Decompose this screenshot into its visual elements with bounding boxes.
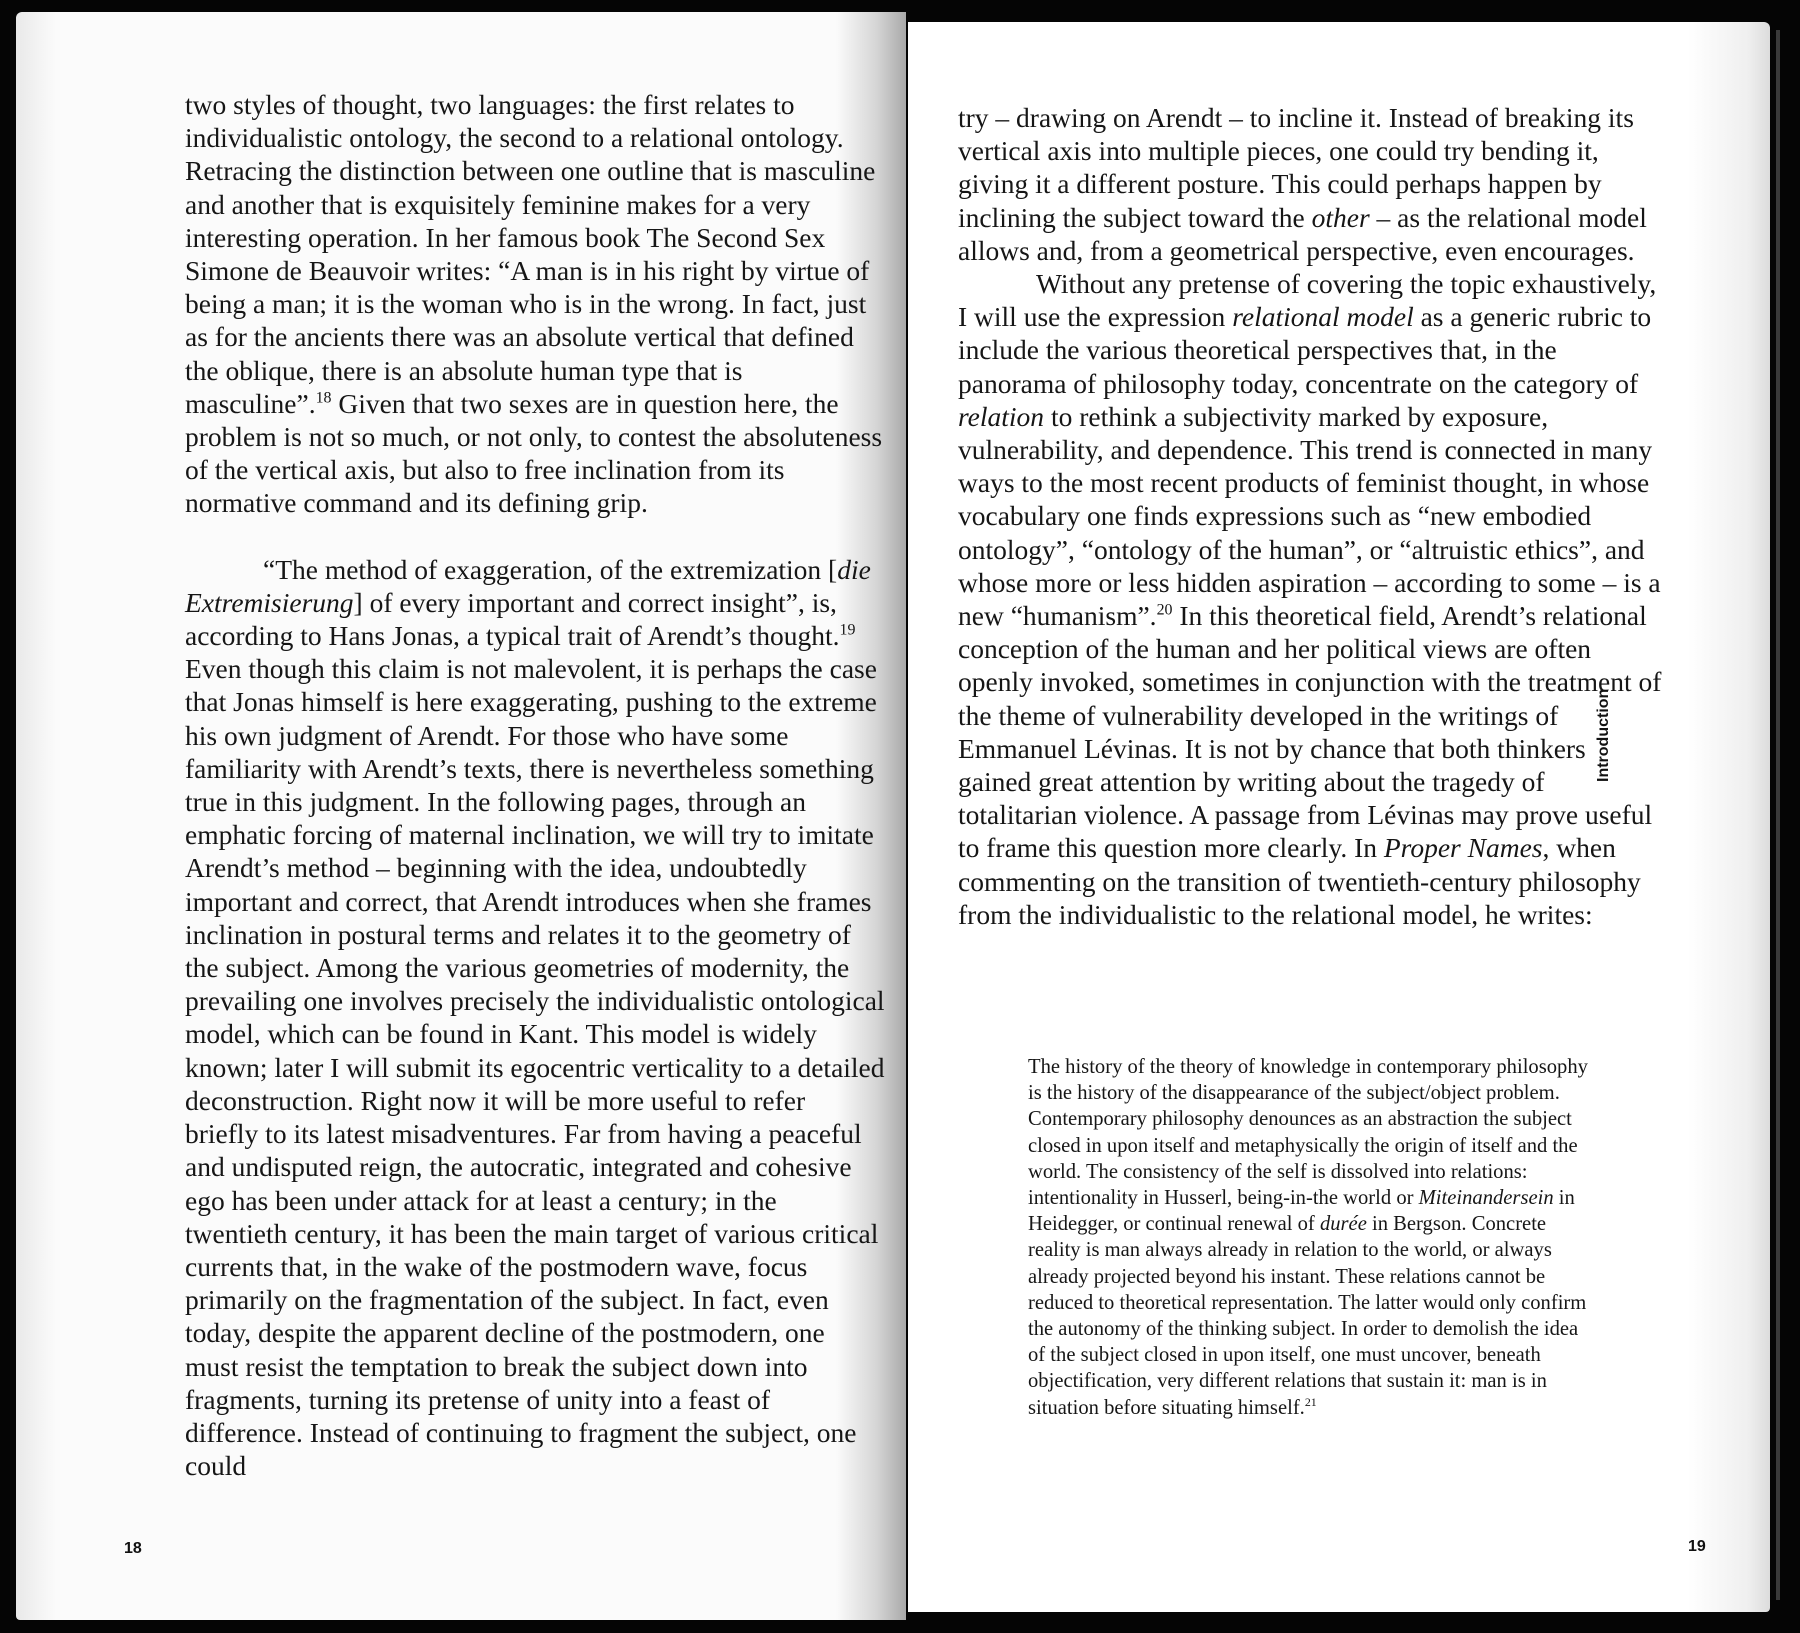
right-body-text (958, 101, 1663, 931)
page-number: 18 (124, 1540, 142, 1557)
italic-text: die Extremisierung (185, 553, 871, 618)
text-run: to rethink a subjectivity marked by exposure, vulnerability, and dependence. This trend is connected in many ways to the most recent products of feminist thought, in whose vocabulary one finds expressions such as “new embodied ontology”, “ontology of the human”, or “altruistic ethics”, and whose more or less hidden aspiration – according to some – is a new “humanism”. (958, 400, 1661, 632)
text-run: as a generic rubric to include the various theoretical perspectives that, in the panorama of philosophy today, concentrate on the category of (958, 301, 1652, 399)
text-run: Without any pretense of covering the topic exhaustively, I will use the expression (958, 268, 1657, 333)
block-quote-text (1028, 1054, 1588, 1421)
right-page (908, 22, 1770, 1612)
italic-text: other (1311, 201, 1370, 233)
block-quote (1028, 1054, 1588, 1421)
text-run: try – drawing on Arendt – to incline it. Instead of breaking its vertical axis into multiple pieces, one could try bending it, giving it a different posture. This could perhaps happen by inclining the subject toward the (958, 102, 1634, 233)
italic-text: relational model (1232, 301, 1414, 333)
text-run: The history of the theory of knowledge in contemporary philosophy is the history of the disappearance of the subject/object problem. Contemporary philosophy denounces as an abstraction the subject closed in upon itself and metaphysically the origin of itself and the world. The consistency of the self is dissolved into relations: intentionality in Husserl, being-in-the world or (1028, 1056, 1588, 1210)
text-run: Given that two sexes are in question here, the problem is not so much, or not only, to contest the absoluteness of the vertical axis, but also to free inclination from its normative command and its defining grip. (185, 387, 883, 519)
paragraph (958, 267, 1663, 931)
footnote-ref: 21 (1304, 1394, 1317, 1409)
text-run: , when commenting on the transition of twentieth-century philosophy from the individualistic to the relational model, he writes: (958, 832, 1641, 930)
left-page (16, 12, 906, 1620)
text-run: In this theoretical field, Arendt’s relational conception of the human and her political views are often openly invoked, sometimes in conjunction with the treatment of the theme of vulnerability developed in the writings of Emmanuel Lévinas. It is not by chance that both thinkers gained great attention by writing about the tragedy of totalitarian violence. A passage from Lévinas may prove useful to frame this question more clearly. In (958, 600, 1662, 864)
paragraph (185, 553, 885, 1483)
text-run: in Bergson. Concrete reality is man always already in relation to the world, or always already projected beyond his instant. These relations cannot be reduced to theoretical representation. The latter would only confirm the autonomy of the thinking subject. In order to demolish the idea of the subject closed in upon itself, one must uncover, beneath objectification, very different relations that sustain it: man is in situation before situating himself. (1028, 1213, 1587, 1419)
page-edge-shadow (1776, 30, 1780, 1600)
left-body-text (185, 88, 885, 1482)
paragraph (185, 88, 885, 520)
text-run: in Heidegger, or continual renewal of (1028, 1187, 1575, 1236)
text-run: “The method of exaggeration, of the extremization [ (263, 553, 838, 585)
italic-text: relation (958, 400, 1045, 432)
page-number: 19 (1688, 1538, 1706, 1555)
text-run: Even though this claim is not malevolent, it is perhaps the case that Jonas himself is here exaggerating, pushing to the extreme his own judgment of Arendt. For those who have some familiarity with Arendt’s texts, there is nevertheless something true in this judgment. In the following pages, through an emphatic forcing of maternal inclination, we will try to imitate Arendt’s method – beginning with the idea, undoubtedly important and correct, that Arendt introduces when she frames inclination in postural terms and relates it to the geometry of the subject. Among the various geometries of modernity, the prevailing one involves precisely the individualistic ontological model, which can be found in Kant. This model is widely known; later I will submit its egocentric verticality to a detailed deconstruction. Right now it will be more useful to refer briefly to its latest misadventures. Far from having a peaceful and undisputed reign, the autocratic, integrated and cohesive ego has been under attack for at least a century; in the twentieth century, it has been the main target of various critical currents that, in the wake of the postmodern wave, focus primarily on the fragmentation of the subject. In fact, even today, despite the apparent decline of the postmodern, one must resist the temptation to break the subject down into fragments, turning its pretense of unity into a feast of difference. Instead of continuing to fragment the subject, one could (185, 653, 885, 1482)
paragraph (958, 101, 1663, 267)
italic-text: Miteinandersein (1418, 1187, 1554, 1210)
footnote-ref: 20 (1156, 601, 1173, 619)
text-run: – as the relational model allows and, from a geometrical perspective, even encourages. (958, 201, 1647, 266)
italic-text: Proper Names (1383, 832, 1543, 864)
text-run: ] of every important and correct insight”, is, according to Hans Jonas, a typical trait of Arendt’s thought. (185, 586, 840, 652)
footnote-ref: 19 (839, 621, 856, 639)
running-head: Introduction (1595, 688, 1612, 782)
footnote-ref: 18 (315, 389, 332, 407)
italic-text: durée (1319, 1213, 1367, 1236)
text-run: two styles of thought, two languages: the first relates to individualistic ontology, the second to a relational ontology. Retracing the distinction between one outline that is masculine and another that is exquisitely feminine makes for a very interesting operation. In her famous book The Second Sex Simone de Beauvoir writes: “A man is in his right by virtue of being a man; it is the woman who is in the wrong. In fact, just as for the ancients there was an absolute vertical that defined the oblique, there is an absolute human type that is masculine”. (185, 89, 876, 419)
